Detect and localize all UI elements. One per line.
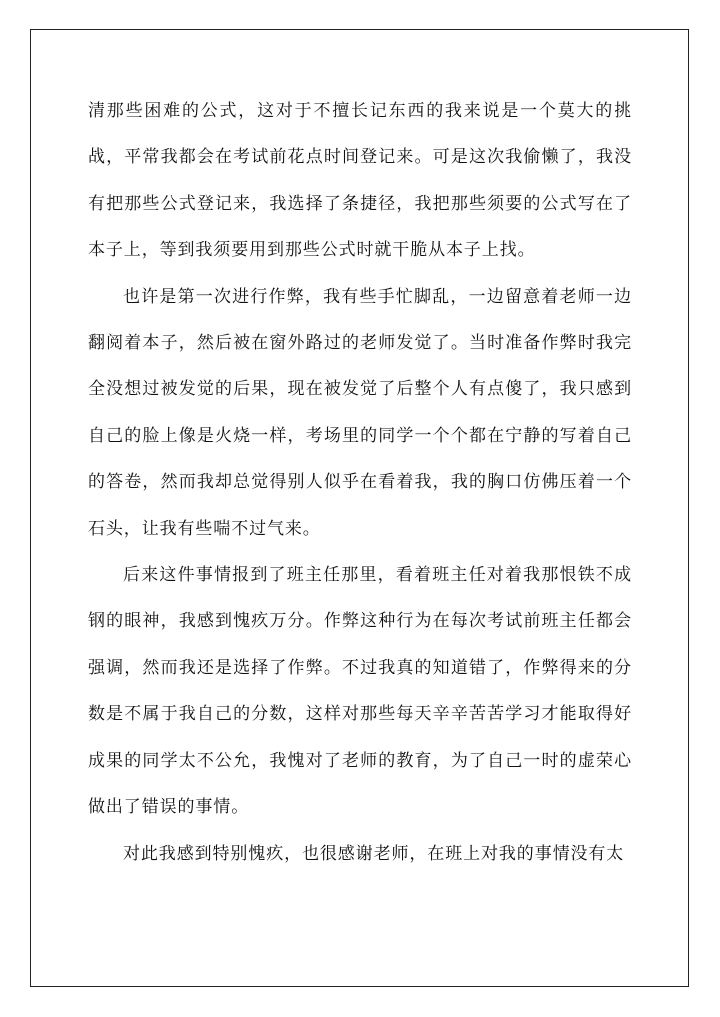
paragraph-1: 清那些困难的公式，这对于不擅长记东西的我来说是一个莫大的挑战，平常我都会在考试前花点时间登记来。可是这次我偷懒了，我没有把那些公式登记来，我选择了条捷径，我把那些须要的公式写在了本子上，等到我须要用到那些公式时就干脆从本子上找。	[88, 101, 632, 261]
paragraph-4: 对此我感到特别愧疚，也很感谢老师，在班上对我的事情没有太	[123, 843, 625, 864]
paragraph-3: 后来这件事情报到了班主任那里，看着班主任对着我那恨铁不成钢的眼神，我感到愧疚万分。作弊这种行为在每次考试前班主任都会强调，然而我还是选择了作弊。不过我真的知道错了，作弊得来的分数是不属于我自己的分数，这样对那些每天辛辛苦苦学习才能取得好成果的同学太不公允，我愧对了老师的教育，为了自己一时的虚荣心做出了错误的事情。	[88, 565, 632, 818]
document-body	[88, 88, 632, 877]
paragraph-2: 也许是第一次进行作弊，我有些手忙脚乱，一边留意着老师一边翻阅着本子，然后被在窗外路过的老师发觉了。当时准备作弊时我完全没想过被发觉的后果，现在被发觉了后整个人有点傻了，我只感到自己的脸上像是火烧一样，考场里的同学一个个都在宁静的写着自己的答卷，然而我却总觉得别人似乎在看着我，我的胸口仿佛压着一个石头，让我有些喘不过气来。	[88, 286, 632, 539]
